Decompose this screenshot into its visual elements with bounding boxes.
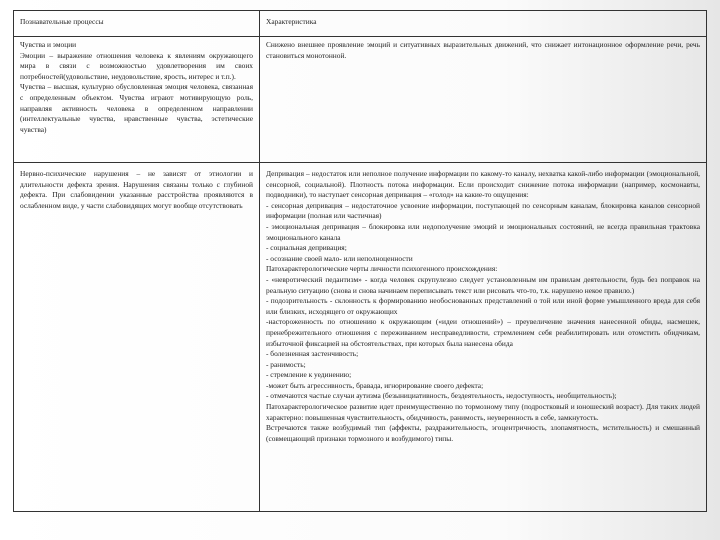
- cell-paragraph: Снижено внешнее проявление эмоций и ситуативных выразительных движений, что снижает интонационное оформление речи, речь становиться монотонной.: [266, 40, 700, 60]
- cell-paragraph: - эмоциональная депривация – блокировка или недополучение эмоций и эмоциональных состояний, не всегда правильная трактовка эмоционального канала: [266, 221, 700, 242]
- cell-paragraph: Нервно-психические нарушения – не зависят от этиологии и длительности дефекта зрения. Нарушения связаны только с глубиной дефекта. При слабовидении указанные расстройства проявляются в ослабленном виде, у части слабовидящих могут вообще отсутствовать: [20, 169, 253, 210]
- cell-paragraph: -настороженность по отношению к окружающим («идеи отношений») – преувеличение значения нанесенной обиды, насмешек, пренебрежительного отношения с переживанием несправедливости, стремлением себя реабилитировать или отомстить обидчикам, избыточной фиксацией на обстоятельствах, при которых была нанесена обида: [266, 317, 700, 348]
- row2-characteristic-cell: [260, 163, 707, 512]
- cell-paragraph: - сенсорная депривация – недостаточное усвоение информации, поступающей по сенсорным каналам, блокировка каналов сенсорной информации (полная или частичная): [266, 200, 700, 221]
- characteristics-table: [13, 10, 707, 512]
- cell-paragraph: Патохарактерологические черты личности психогенного происхождения:: [266, 264, 498, 274]
- cell-paragraph: - «невротический педантизм» - когда человек скрупулезно следует установленным им правилам деятельности, будь без поправок на реальную ситуацию (снова и снова начинаем переписывать текст или рисовать что-то, т.к. нарушено некое правило.): [266, 274, 700, 295]
- cell-paragraph: - подозрительность - склонность к формированию необоснованных представлений о той или иной форме умышленного вреда для себя или близких, исходящего от окружающих: [266, 296, 700, 316]
- cell-paragraph: Патохарактерологическое развитие идет преимущественно по тормозному типу (подростковый и юношеский возраст). Для таких людей характерно: повышенная чувствительность, обидчивость, ранимость, неуверенность в себе, замкнутость.: [266, 402, 700, 422]
- cell-paragraph: - социальная депривация;: [266, 243, 347, 253]
- cell-paragraph: - болезненная застенчивость;: [266, 349, 359, 359]
- cell-paragraph: - стремление к уединению;: [266, 370, 352, 380]
- row1-characteristic-cell: [260, 37, 707, 163]
- cell-paragraph: - отмечаются частые случаи аутизма (безынициативность, бездеятельность, недоступность, необщительность);: [266, 391, 617, 401]
- cell-paragraph: Депривация – недостаток или неполное получение информации по какому-то каналу, нехватка какой-либо информации (эмоциональной, сенсорной, социальной). Плотность потока информации. Если происходит снижение потока информации (например, космонавты, подводники), то наступает сенсорная депривация – «голод» на какие-то ощущения:: [266, 169, 700, 200]
- cell-paragraph: Чувства и эмоции: [20, 40, 77, 49]
- row1-process-cell: [14, 37, 260, 163]
- header-characteristic: Характеристика: [260, 11, 707, 37]
- table-row: [14, 37, 707, 163]
- header-cognitive-processes: Познавательные процессы: [14, 11, 260, 37]
- row2-process-cell: [14, 163, 260, 512]
- cell-paragraph: -может быть агрессивность, бравада, игнорирование своего дефекта;: [266, 380, 484, 390]
- cell-paragraph: Встречаются также возбудимый тип (аффекты, раздражительность, эгоцентричность, злопамятность, мстительность) и смешанный (совмещающий признаки тормозного и возбудимого) типы.: [266, 423, 700, 443]
- cell-paragraph: - ранимость;: [266, 359, 306, 369]
- cell-paragraph: - осознание своей мало- или неполноценности: [266, 253, 413, 263]
- cell-paragraph: Чувства – высшая, культурно обусловленная эмоция человека, связанная с определенным объектом. Чувства играют мотивирующую роль, направляя активность человека в определенном направлении (интеллектуальные чувства, нравственные чувства, эстетические чувства): [20, 82, 253, 134]
- table-row: [14, 163, 707, 512]
- table-header-row: [14, 11, 707, 37]
- cell-paragraph: Эмоции – выражение отношения человека к явлениям окружающего мира в связи с возможностью удовлетворения им своих потребностей(удовольствие, неудовольствие, ярость, интерес и т.п.).: [20, 50, 253, 81]
